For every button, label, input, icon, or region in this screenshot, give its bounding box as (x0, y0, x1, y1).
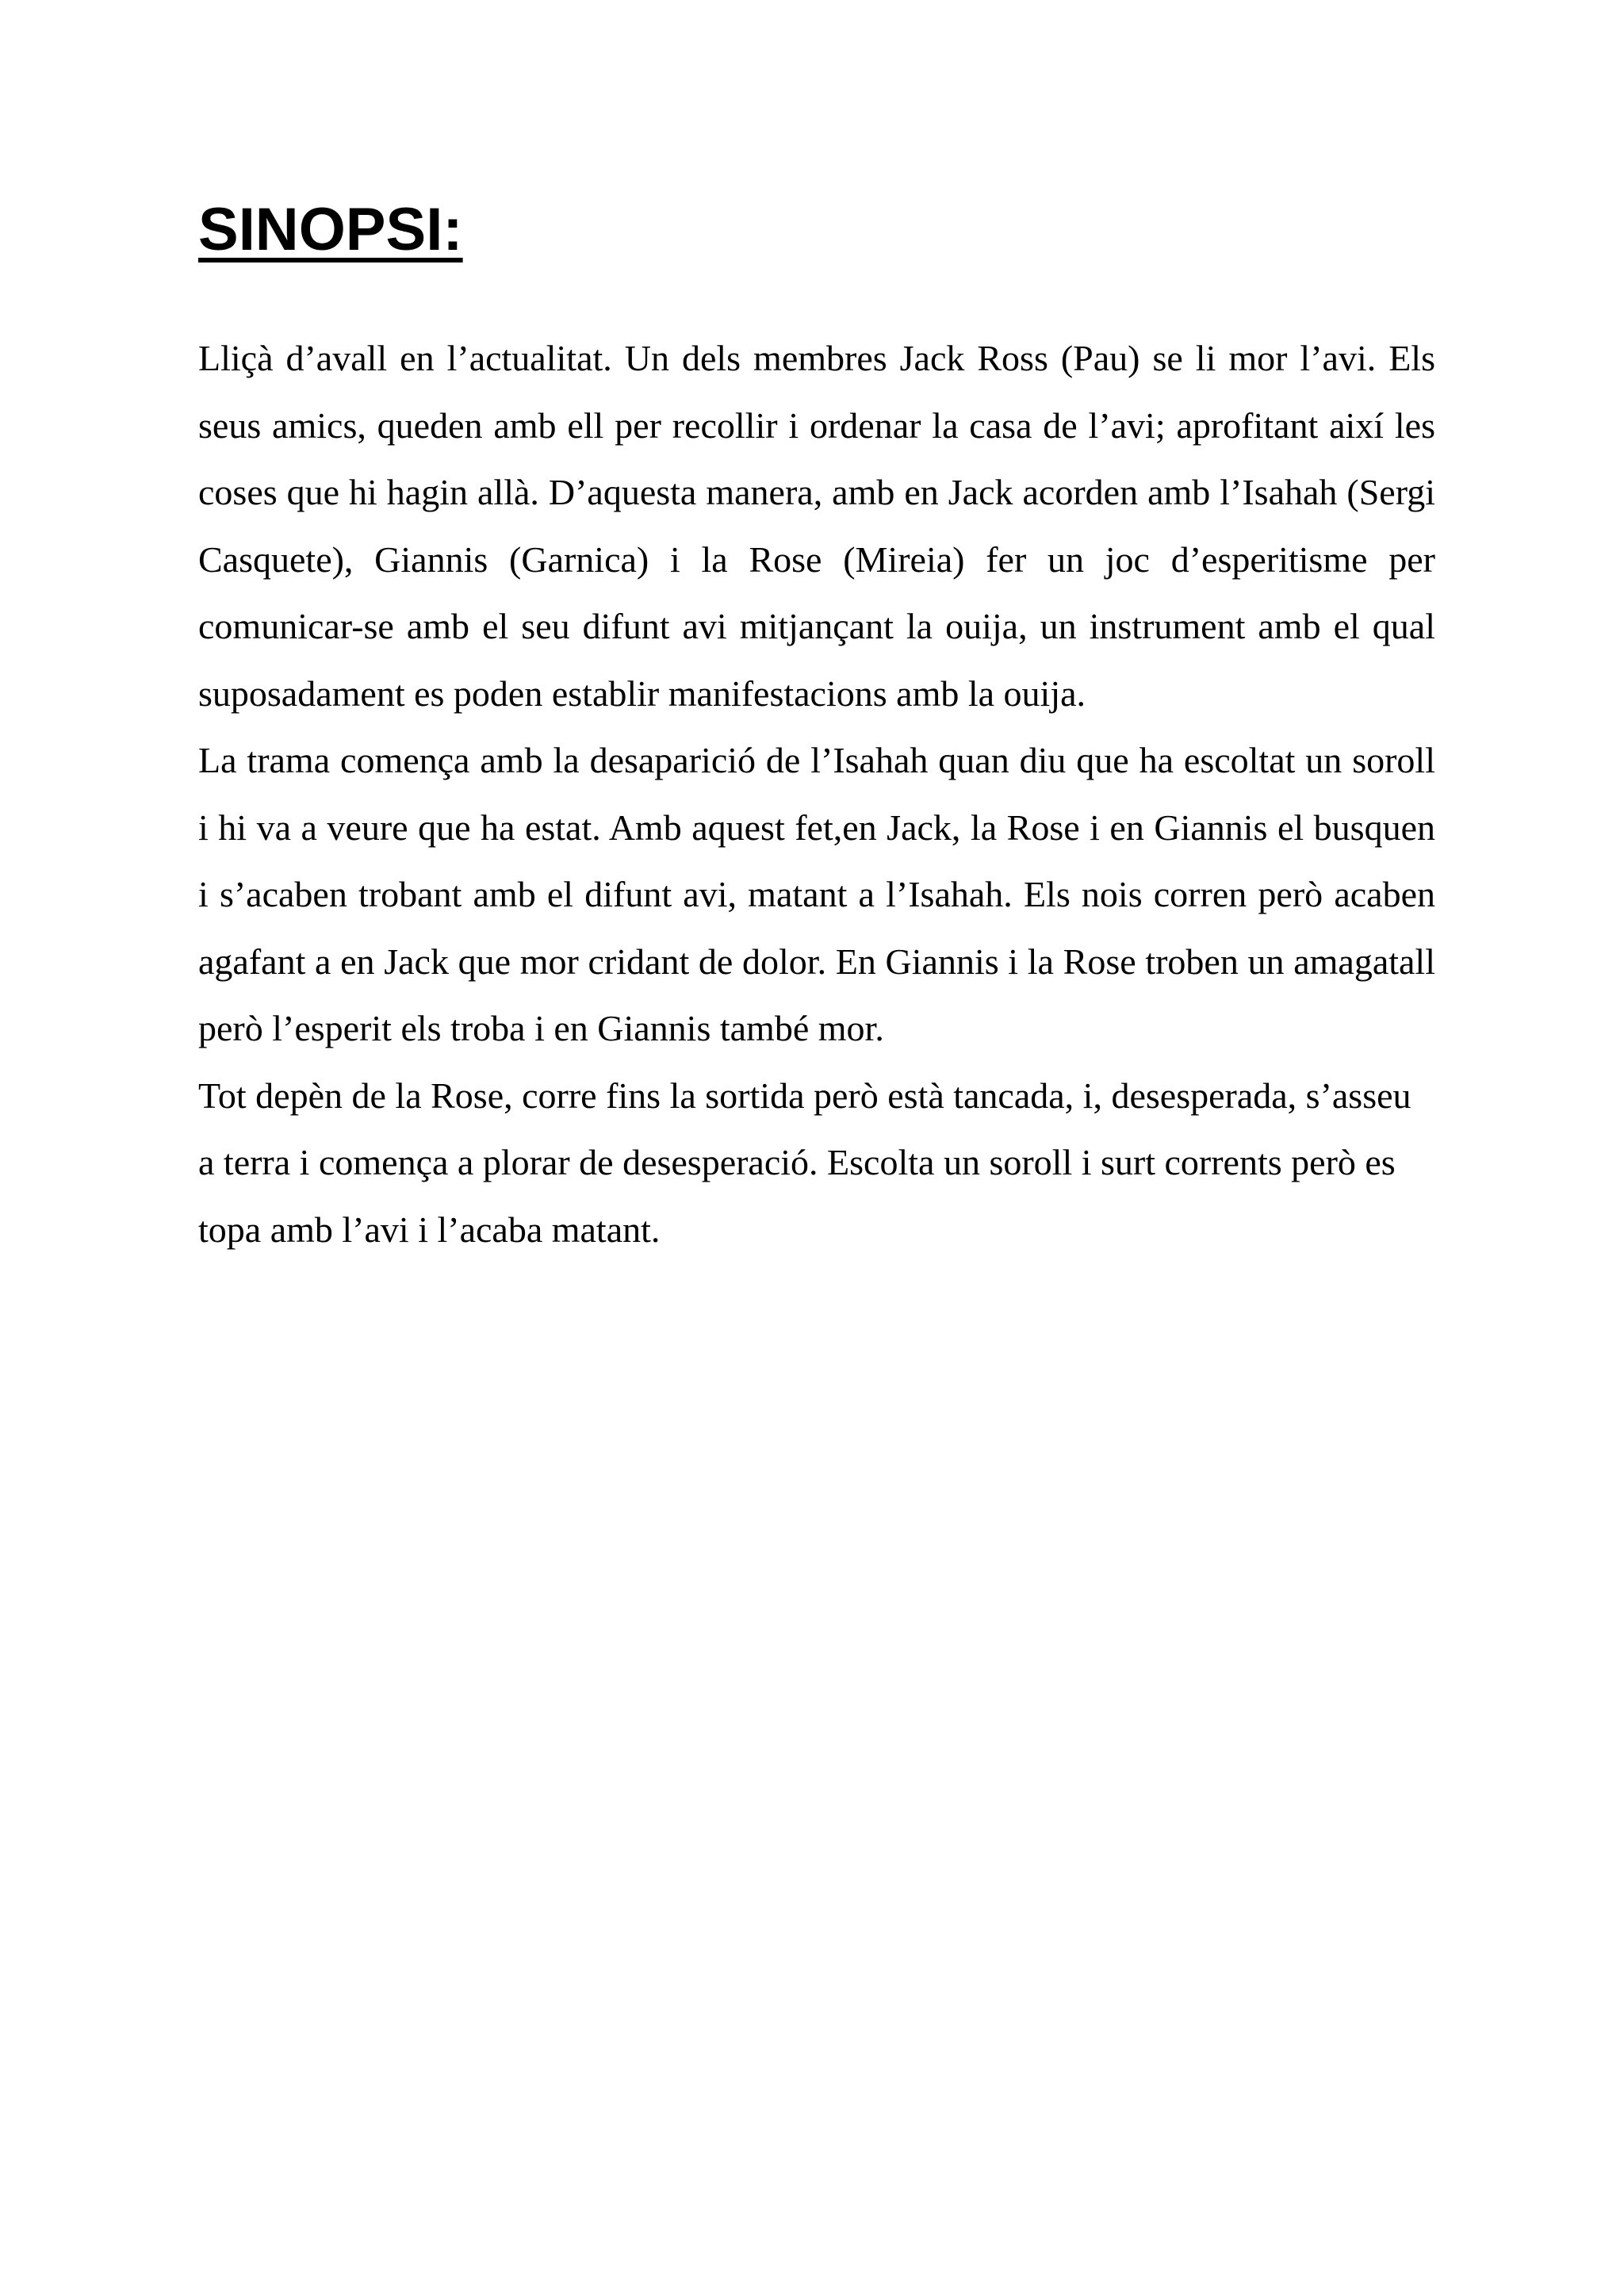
paragraph-2: La trama comença amb la desaparició de l’Isahah quan diu que ha escoltat un soroll i hi va a veure que ha estat. Amb aquest fet,en Jack, la Rose i en Giannis el busquen i s’acaben trobant amb el difunt avi, matant a l’Isahah. Els nois corren però acaben agafant a en Jack que mor cridant de dolor. En Giannis i la Rose troben un amagatall però l’esperit els troba i en Giannis també mor. (198, 740, 1435, 1048)
paragraph-1: Lliçà d’avall en l’actualitat. Un dels membres Jack Ross (Pau) se li mor l’avi. Els seus amics, queden amb ell per recollir i ordenar la casa de l’avi; aprofitant així les coses que hi hagin allà. D’aquesta manera, amb en Jack acorden amb l’Isahah (Sergi Casquete), Giannis (Garnica) i la Rose (Mireia) fer un joc d’esperitisme per comunicar-se amb el seu difunt avi mitjançant la ouija, un instrument amb el qual suposadament es poden establir manifestacions amb la ouija. (198, 338, 1435, 714)
page-title: SINOPSI: (198, 196, 463, 263)
synopsis-body (198, 325, 1435, 1263)
paragraph-3: Tot depèn de la Rose, corre fins la sortida però està tancada, i, desesperada, s’asseu a terra i comença a plorar de desesperació. Escolta un soroll i surt corrents però es topa amb l’avi i l’acaba matant. (198, 1075, 1411, 1250)
